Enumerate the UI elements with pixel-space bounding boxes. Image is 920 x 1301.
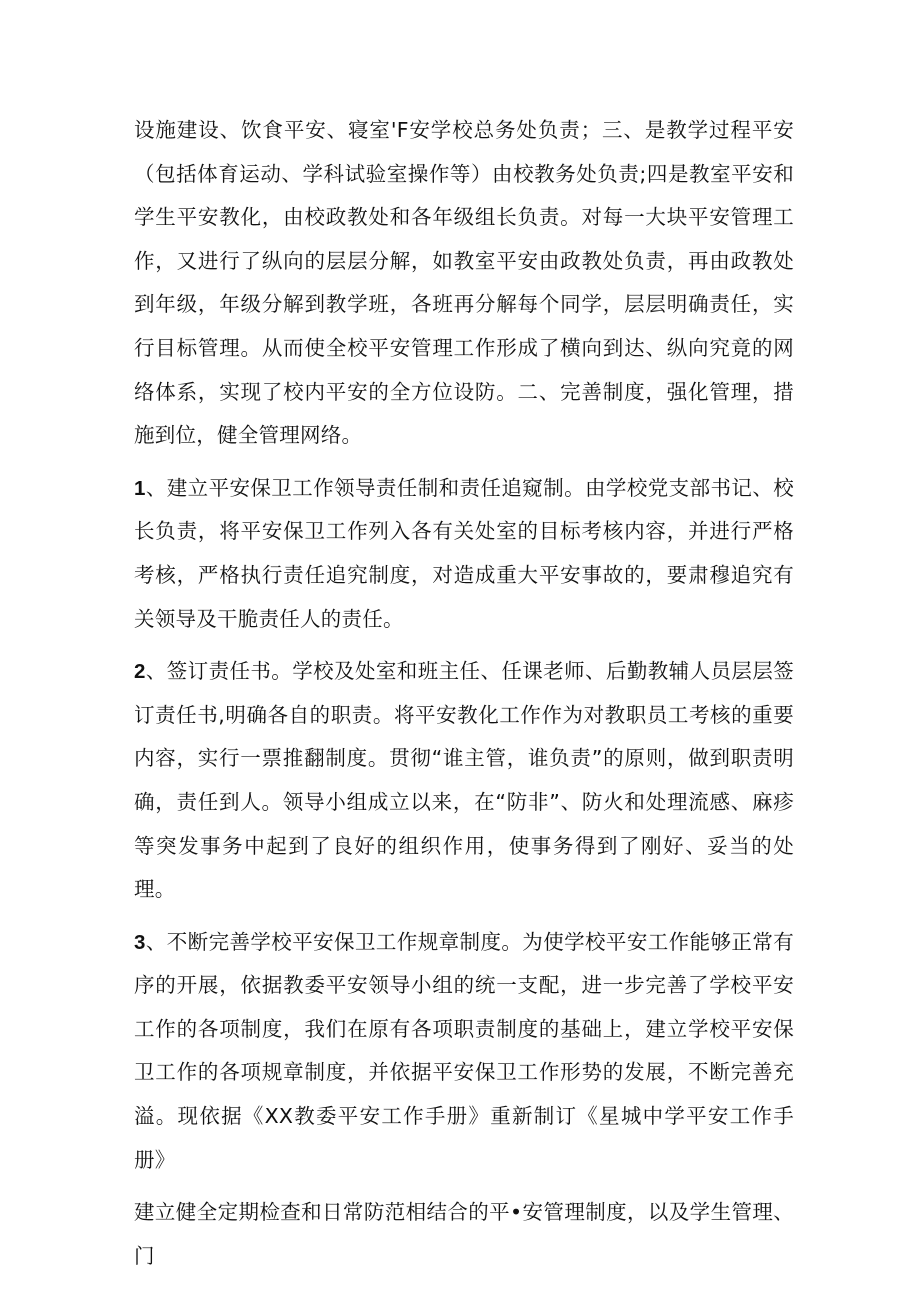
paragraph-inspection-system bbox=[134, 1191, 794, 1278]
paragraph-item-3 bbox=[134, 921, 794, 1183]
paragraph-text: 设施建设、饮食平安、寝室'F安学校总务处负责；三、是教学过程平安（包括体育运动、学科试验室操作等）由校教务处负责;四是教室平安和学生平安教化，由校政教处和各年级组长负责。对每一大块平安管理工作，又进行了纵向的层层分解，如教室平安由政教处负责，再由政教处到年级，年级分解到教学班，各班再分解每个同学，层层明确责任，实行目标管理。从而使全校平安管理工作形成了横向到达、纵向究竟的网络体系，实现了校内平安的全方位设防。二、完善制度，强化管理，措施到位，健全管理网络。 bbox=[134, 118, 794, 448]
paragraph-text: 、不断完善学校平安保卫工作规章制度。为使学校平安工作能够正常有序的开展，依据教委平安领导小组的统一支配，进一步完善了学校平安工作的各项制度，我们在原有各项职责制度的基础上，建立学校平安保卫工作的各项规章制度，并依据平安保卫工作形势的发展，不断完善充溢。现依据《XX教委平安工作手册》重新制订《星城中学平安工作手册》 bbox=[134, 929, 794, 1172]
paragraph-item-1 bbox=[134, 467, 794, 641]
paragraph-item-2 bbox=[134, 650, 794, 912]
paragraph-safety-responsibility bbox=[134, 109, 794, 458]
item-number: 2 bbox=[134, 660, 146, 684]
paragraph-text: 、签订责任书。学校及处室和班主任、任课老师、后勤教辅人员层层签订责任书,明确各自的职责。将平安教化工作作为对教职员工考核的重要内容，实行一票推翻制度。贯彻“谁主管，谁负责”的原则，做到职责明确，责任到人。领导小组成立以来，在“防非”、防火和处理流感、麻疹等突发事务中起到了良好的组织作用，使事务得到了刚好、妥当的处理。 bbox=[134, 659, 794, 902]
document-body bbox=[134, 109, 794, 1278]
item-number: 1 bbox=[134, 476, 146, 500]
paragraph-text: 、建立平安保卫工作领导责任制和责任追窥制。由学校党支部书记、校长负责，将平安保卫工作列入各有关处室的目标考核内容，并进行严格考核，严格执行责任追究制度，对造成重大平安事故的，要肃穆追究有关领导及干脆责任人的责任。 bbox=[134, 475, 794, 631]
paragraph-text: 建立健全定期检查和日常防范相结合的平•安管理制度，以及学生管理、门 bbox=[134, 1200, 794, 1268]
item-number: 3 bbox=[134, 930, 146, 954]
